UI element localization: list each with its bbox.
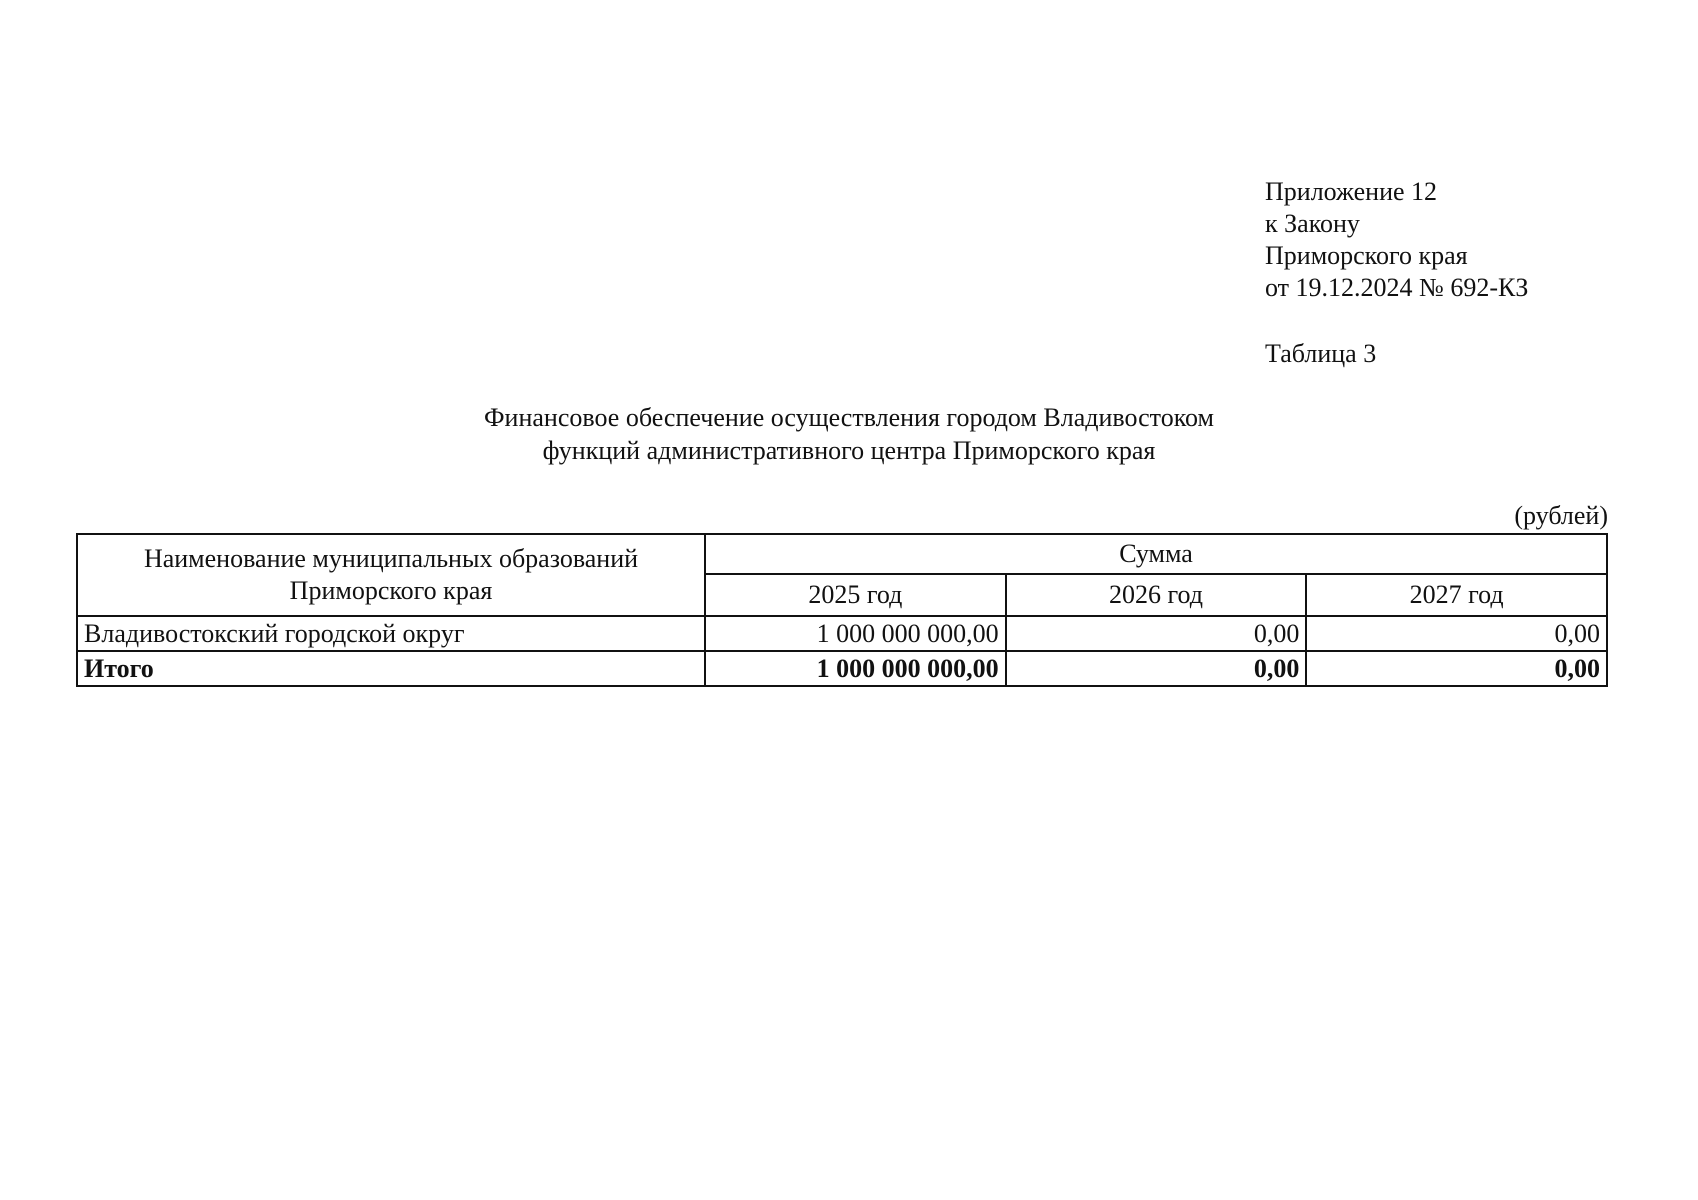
appendix-line: Приложение 12 [1265, 177, 1438, 206]
table-number: Таблица 3 [1265, 339, 1377, 368]
amount-2027: 0,00 [1306, 616, 1607, 651]
total-2027: 0,00 [1306, 651, 1607, 686]
appendix-line: к Закону [1265, 209, 1360, 238]
total-label: Итого [77, 651, 705, 686]
total-2026: 0,00 [1006, 651, 1307, 686]
appendix-line: от 19.12.2024 № 692-КЗ [1265, 273, 1529, 302]
document-title [0, 401, 1698, 467]
total-row [77, 651, 1607, 686]
sum-column-header: Сумма [705, 534, 1607, 574]
municipality-name: Владивостокский городской округ [77, 616, 705, 651]
total-2025: 1 000 000 000,00 [705, 651, 1006, 686]
year-header-2027: 2027 год [1306, 574, 1607, 616]
year-header-2026: 2026 год [1006, 574, 1307, 616]
appendix-block [1265, 176, 1528, 304]
title-line: функций административного центра Приморского края [542, 436, 1156, 465]
amount-2026: 0,00 [1006, 616, 1307, 651]
year-header-2025: 2025 год [705, 574, 1006, 616]
table-row [77, 616, 1607, 651]
name-column-header: Наименование муниципальных образований Приморского края [77, 534, 705, 616]
appendix-line: Приморского края [1265, 241, 1468, 270]
units-label: (рублей) [1514, 501, 1608, 530]
financing-table [76, 533, 1608, 687]
title-line: Финансовое обеспечение осуществления городом Владивостоком [484, 403, 1214, 432]
amount-2025: 1 000 000 000,00 [705, 616, 1006, 651]
